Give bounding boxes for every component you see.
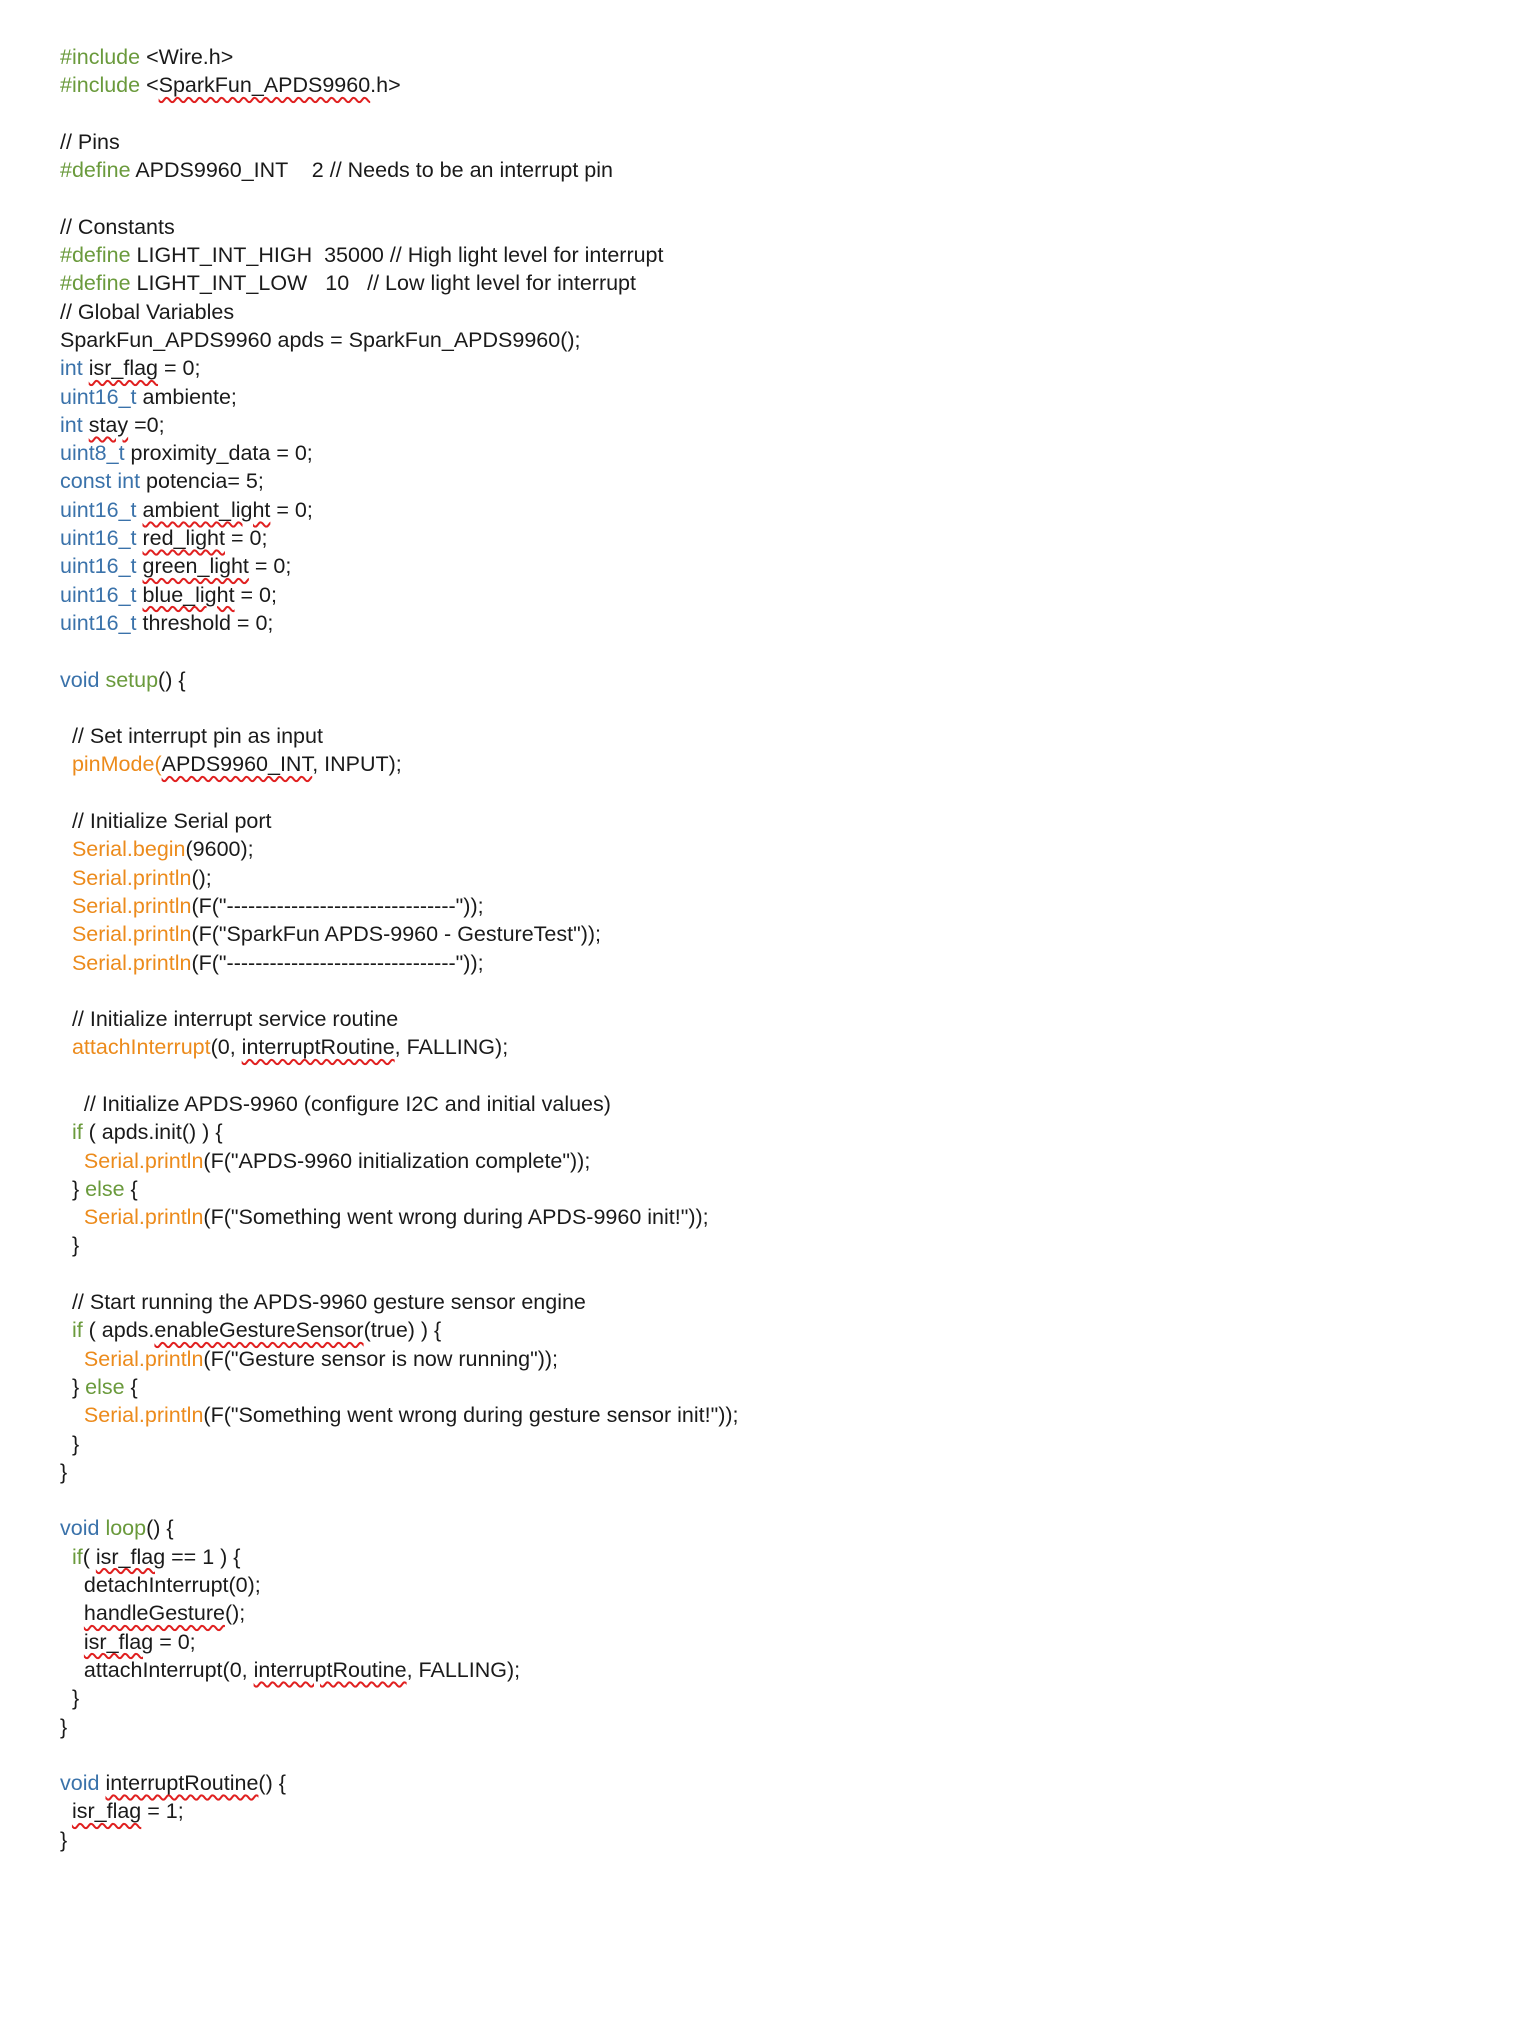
code-token: uint16_t <box>60 610 137 635</box>
code-line <box>60 1599 1480 1627</box>
code-token: = 0; <box>270 497 313 522</box>
code-line <box>60 298 1480 326</box>
code-token: . <box>126 837 133 862</box>
code-token: ( <box>82 1544 96 1569</box>
code-token: // Pins <box>60 129 120 154</box>
code-line <box>60 1769 1480 1797</box>
code-token: ambiente; <box>136 384 237 409</box>
code-token: else <box>85 1374 125 1399</box>
code-line <box>60 552 1480 580</box>
code-token: println <box>132 893 192 918</box>
code-token: // Start running the APDS-9960 gesture sensor engine <box>60 1290 586 1315</box>
code-token: #include <box>60 73 141 98</box>
code-token: (F("Something went wrong during APDS-9960 init!")); <box>203 1205 709 1230</box>
code-token: = 0; <box>248 554 292 579</box>
code-token: #define <box>60 158 131 183</box>
code-token: ( <box>154 752 162 777</box>
code-line <box>60 1797 1480 1825</box>
code-token <box>60 951 72 975</box>
code-token: else <box>85 1176 125 1201</box>
code-token: { <box>124 1374 138 1399</box>
code-token: Serial <box>83 1346 139 1371</box>
code-line <box>60 722 1480 750</box>
code-token: , FALLING); <box>406 1657 521 1682</box>
code-line <box>60 835 1480 863</box>
code-token: if <box>71 1120 83 1145</box>
code-token <box>60 1318 72 1342</box>
code-line <box>60 467 1480 495</box>
code-line <box>60 43 1480 71</box>
code-token: // Initialize APDS-9960 (configure I2C and initial values) <box>60 1091 611 1116</box>
code-token <box>60 866 72 890</box>
code-token: println <box>132 865 192 890</box>
code-token: = 1; <box>141 1799 184 1824</box>
code-token: int <box>60 412 83 437</box>
code-token: void <box>60 667 100 692</box>
spellcheck-flagged-token: stay <box>88 412 129 437</box>
code-token: LIGHT_INT_HIGH 35000 // High light level for interrupt <box>130 243 664 268</box>
code-line <box>60 184 1480 212</box>
code-token: uint16_t <box>60 384 137 409</box>
code-token: SparkFun_APDS9960 apds = SparkFun_APDS9960(); <box>60 327 581 352</box>
code-line <box>60 1062 1480 1090</box>
spellcheck-flagged-token: APDS9960_INT <box>161 752 313 777</box>
code-token <box>60 1545 72 1569</box>
code-token: println <box>144 1403 204 1428</box>
code-token: (F("--------------------------------")); <box>191 893 484 918</box>
spellcheck-flagged-token: interruptRoutine <box>253 1657 407 1682</box>
code-token: println <box>144 1346 204 1371</box>
code-token: Serial <box>71 837 127 862</box>
code-line <box>60 1571 1480 1599</box>
spellcheck-flagged-token: interruptRoutine <box>241 1035 395 1060</box>
code-token: setup <box>105 667 159 692</box>
code-token: (F("SparkFun APDS-9960 - GestureTest")); <box>191 922 602 947</box>
code-line <box>60 1514 1480 1542</box>
code-token: . <box>126 865 133 890</box>
code-token <box>60 752 72 776</box>
code-token <box>60 1403 84 1427</box>
code-token: attachInterrupt(0, <box>60 1657 254 1682</box>
code-token <box>60 922 72 946</box>
code-line <box>60 156 1480 184</box>
code-token: Serial <box>83 1205 139 1230</box>
code-token: (F("Something went wrong during gesture sensor init!")); <box>203 1403 739 1428</box>
code-line <box>60 100 1480 128</box>
code-token <box>60 1601 84 1625</box>
code-token: == 1 ) { <box>165 1544 241 1569</box>
code-token: ( apds.init() ) { <box>82 1120 223 1145</box>
spellcheck-flagged-token: green_light <box>142 554 249 579</box>
code-token: () { <box>146 1516 174 1541</box>
code-line <box>60 71 1480 99</box>
code-line <box>60 892 1480 920</box>
code-token: (true) ) { <box>363 1318 442 1343</box>
code-line <box>60 1713 1480 1741</box>
code-token: Serial <box>83 1403 139 1428</box>
spellcheck-flagged-token: interruptRoutine <box>105 1771 259 1796</box>
code-token: { <box>124 1176 138 1201</box>
code-token: } <box>60 1374 86 1399</box>
spellcheck-flagged-token: isr_flag <box>83 1629 154 1654</box>
code-line <box>60 326 1480 354</box>
code-line <box>60 1147 1480 1175</box>
code-token: . <box>126 922 133 947</box>
code-line <box>60 750 1480 778</box>
code-token: begin <box>132 837 186 862</box>
code-line <box>60 1175 1480 1203</box>
code-token <box>60 1035 72 1059</box>
code-token: } <box>60 1686 80 1711</box>
code-line <box>60 977 1480 1005</box>
code-token: } <box>60 1431 80 1456</box>
code-token: potencia= 5; <box>140 469 264 494</box>
code-token: } <box>60 1714 68 1739</box>
code-line <box>60 779 1480 807</box>
code-token: LIGHT_INT_LOW 10 // Low light level for interrupt <box>130 271 636 296</box>
code-token: println <box>132 922 192 947</box>
code-line <box>60 213 1480 241</box>
code-token: (0, <box>210 1035 242 1060</box>
code-token: , INPUT); <box>312 752 402 777</box>
code-token: APDS9960_INT 2 // Needs to be an interrupt pin <box>130 158 613 183</box>
code-line <box>60 1260 1480 1288</box>
code-line <box>60 411 1480 439</box>
code-token: } <box>60 1233 80 1258</box>
code-token: void <box>60 1516 100 1541</box>
code-line <box>60 1486 1480 1514</box>
code-token: Serial <box>83 1148 139 1173</box>
code-token: // Global Variables <box>60 299 235 324</box>
code-line <box>60 1684 1480 1712</box>
code-token: <Wire.h> <box>140 45 234 69</box>
code-token: (F("Gesture sensor is now running")); <box>203 1346 559 1371</box>
code-token: int <box>60 356 83 381</box>
code-token: = 0; <box>224 526 268 551</box>
code-token: (); <box>224 1601 246 1626</box>
code-line <box>60 383 1480 411</box>
code-token: .h> <box>370 73 401 98</box>
code-line <box>60 1628 1480 1656</box>
code-token: =0; <box>128 412 165 437</box>
code-token: (9600); <box>185 837 254 862</box>
code-line <box>60 1373 1480 1401</box>
code-token: uint16_t <box>60 582 137 607</box>
code-token: uint8_t <box>60 441 125 466</box>
spellcheck-flagged-token: enableGestureSensor <box>154 1318 364 1343</box>
code-token: (F("--------------------------------")); <box>191 950 484 975</box>
code-line <box>60 581 1480 609</box>
code-line <box>60 128 1480 156</box>
code-line <box>60 1288 1480 1316</box>
code-token: < <box>140 73 159 98</box>
code-token: #define <box>60 271 131 296</box>
code-line <box>60 1203 1480 1231</box>
code-line <box>60 1316 1480 1344</box>
code-token: , FALLING); <box>394 1035 509 1060</box>
code-token: = 0; <box>158 356 201 381</box>
code-line <box>60 666 1480 694</box>
code-token <box>60 1149 84 1173</box>
code-line <box>60 807 1480 835</box>
code-line <box>60 1090 1480 1118</box>
code-token: if <box>71 1318 83 1343</box>
code-token <box>60 1347 84 1371</box>
code-line <box>60 1118 1480 1146</box>
code-token: if <box>71 1544 83 1569</box>
spellcheck-flagged-token: isr_flag <box>88 356 159 381</box>
code-token: detachInterrupt(0); <box>60 1573 261 1598</box>
code-line <box>60 1656 1480 1684</box>
code-line <box>60 694 1480 722</box>
spellcheck-flagged-token: isr_flag <box>71 1799 142 1824</box>
code-token: (); <box>191 865 212 890</box>
code-line <box>60 949 1480 977</box>
code-token: } <box>60 1176 86 1201</box>
code-token: // Set interrupt pin as input <box>60 724 323 749</box>
code-line <box>60 1033 1480 1061</box>
code-token <box>60 894 72 918</box>
code-line <box>60 1430 1480 1458</box>
code-token: . <box>138 1346 145 1371</box>
code-line <box>60 1005 1480 1033</box>
code-token: () { <box>258 1771 286 1796</box>
spellcheck-flagged-token: blue_light <box>142 582 235 607</box>
code-token: Serial <box>71 950 127 975</box>
code-line <box>60 1826 1480 1854</box>
code-line <box>60 524 1480 552</box>
code-token: Serial <box>71 865 127 890</box>
code-line <box>60 1401 1480 1429</box>
code-line <box>60 609 1480 637</box>
code-token: uint16_t <box>60 554 137 579</box>
code-token: loop <box>105 1516 147 1541</box>
code-token <box>60 837 72 861</box>
code-token: . <box>126 950 133 975</box>
code-token: println <box>144 1148 204 1173</box>
code-token: pinMode <box>71 752 155 777</box>
code-token: uint16_t <box>60 497 137 522</box>
code-token: . <box>138 1403 145 1428</box>
code-token: // Initialize Serial port <box>60 809 272 834</box>
code-token: // Initialize interrupt service routine <box>60 1007 399 1032</box>
code-token: proximity_data = 0; <box>124 441 313 466</box>
code-line <box>60 1741 1480 1769</box>
code-token: Serial <box>71 922 127 947</box>
spellcheck-flagged-token: handleGesture <box>83 1601 225 1626</box>
code-token: const int <box>60 469 141 494</box>
code-token <box>60 1120 72 1144</box>
code-token <box>60 1205 84 1229</box>
code-token: Serial <box>71 893 127 918</box>
code-line <box>60 920 1480 948</box>
spellcheck-flagged-token: SparkFun_APDS9960 <box>158 73 371 98</box>
code-token: // Constants <box>60 214 175 239</box>
code-token: } <box>60 1827 68 1852</box>
code-line <box>60 354 1480 382</box>
spellcheck-flagged-token: ambient_light <box>142 497 271 522</box>
code-token <box>60 1799 72 1823</box>
code-token: . <box>138 1148 145 1173</box>
code-token: void <box>60 1771 100 1796</box>
code-token: println <box>144 1205 204 1230</box>
code-document <box>60 43 1480 1854</box>
code-token: attachInterrupt <box>71 1035 211 1060</box>
code-token: println <box>132 950 192 975</box>
code-line <box>60 241 1480 269</box>
code-line <box>60 1458 1480 1486</box>
code-token: #define <box>60 243 131 268</box>
code-token: ( apds. <box>82 1318 155 1343</box>
code-token <box>60 1630 84 1654</box>
code-line <box>60 1543 1480 1571</box>
code-line <box>60 439 1480 467</box>
code-line <box>60 637 1480 665</box>
code-token: } <box>60 1459 68 1484</box>
spellcheck-flagged-token: red_light <box>142 526 225 551</box>
code-line <box>60 1231 1480 1259</box>
code-token: () { <box>158 667 186 692</box>
code-token: (F("APDS-9960 initialization complete")); <box>203 1148 591 1173</box>
code-line <box>60 496 1480 524</box>
code-line <box>60 864 1480 892</box>
code-token: uint16_t <box>60 526 137 551</box>
code-token: . <box>126 893 133 918</box>
code-token: . <box>138 1205 145 1230</box>
code-line <box>60 269 1480 297</box>
code-token: #include <box>60 45 141 69</box>
code-token: = 0; <box>234 582 277 607</box>
code-token: threshold = 0; <box>136 610 274 635</box>
code-line <box>60 1345 1480 1373</box>
code-token: = 0; <box>153 1629 196 1654</box>
spellcheck-flagged-token: isr_flag <box>95 1544 166 1569</box>
